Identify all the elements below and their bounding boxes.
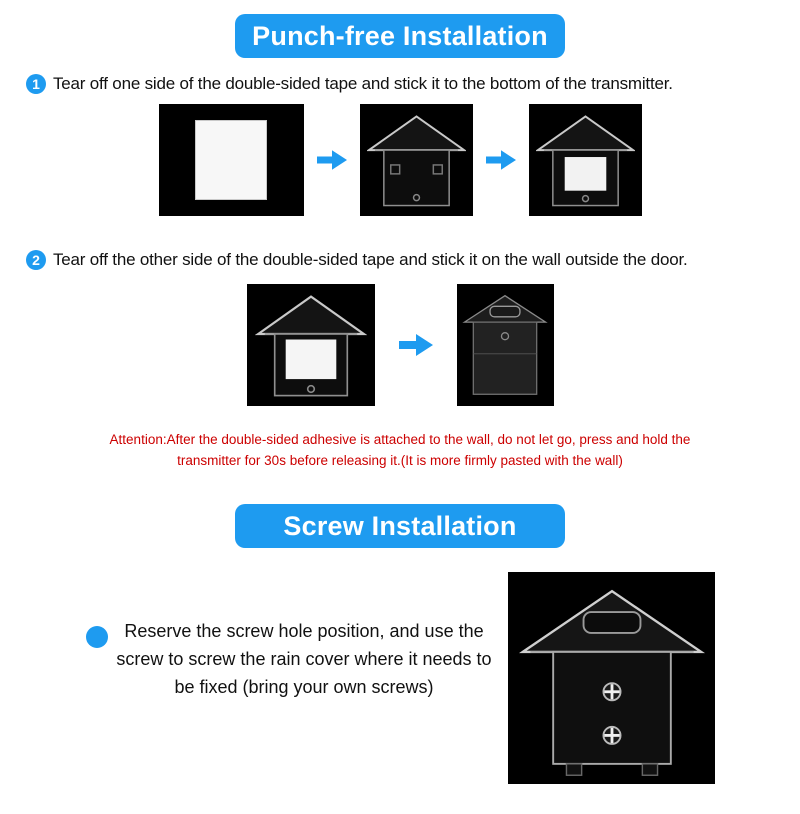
arrow-right-icon: [317, 149, 347, 171]
transmitter-on-wall-photo: [457, 284, 554, 406]
banner-punch-free-label: Punch-free Installation: [252, 21, 548, 51]
screw-section: [0, 572, 800, 794]
transmitter-adhesive-graphic: [255, 290, 367, 400]
transmitter-with-tape-photo: [529, 104, 642, 216]
screw-instruction-text: Reserve the screw hole position, and use the screw to screw the rain cover where it needs to be fixed (bring your own screws): [116, 620, 492, 697]
transmitter-back-photo: [360, 104, 473, 216]
transmitter-on-wall-graphic: [461, 289, 549, 401]
transmitter-with-tape-graphic: [536, 110, 635, 210]
tape-square: [195, 120, 267, 200]
transmitter-back-graphic: [367, 110, 466, 210]
rain-cover-with-screws-photo: [508, 572, 715, 784]
arrow-right-icon: [399, 333, 433, 357]
double-sided-tape-photo: [159, 104, 304, 216]
step-1: [26, 74, 792, 94]
attention-note: Attention:After the double-sided adhesive is attached to the wall, do not let go, press and hold the transmitter for 30s before releasing it.(It is more firmly pasted with the wall): [109, 432, 691, 468]
step-2-number-icon: 2: [26, 250, 46, 270]
banner-punch-free: [235, 14, 565, 58]
bullet-icon: [86, 626, 108, 648]
step-2: [26, 250, 792, 270]
instruction-sheet: [0, 14, 800, 814]
step-2-text: Tear off the other side of the double-sided tape and stick it on the wall outside the door.: [53, 250, 688, 269]
transmitter-adhesive-exposed-photo: [247, 284, 375, 406]
step-1-image-row: [0, 104, 800, 216]
step-1-text: Tear off one side of the double-sided tape and stick it to the bottom of the transmitter.: [53, 74, 673, 93]
banner-screw: [235, 504, 565, 548]
rain-cover-graphic: [514, 576, 710, 780]
banner-screw-label: Screw Installation: [283, 510, 517, 541]
arrow-right-icon: [486, 149, 516, 171]
step-1-number-icon: 1: [26, 74, 46, 94]
step-2-image-row: [0, 284, 800, 406]
